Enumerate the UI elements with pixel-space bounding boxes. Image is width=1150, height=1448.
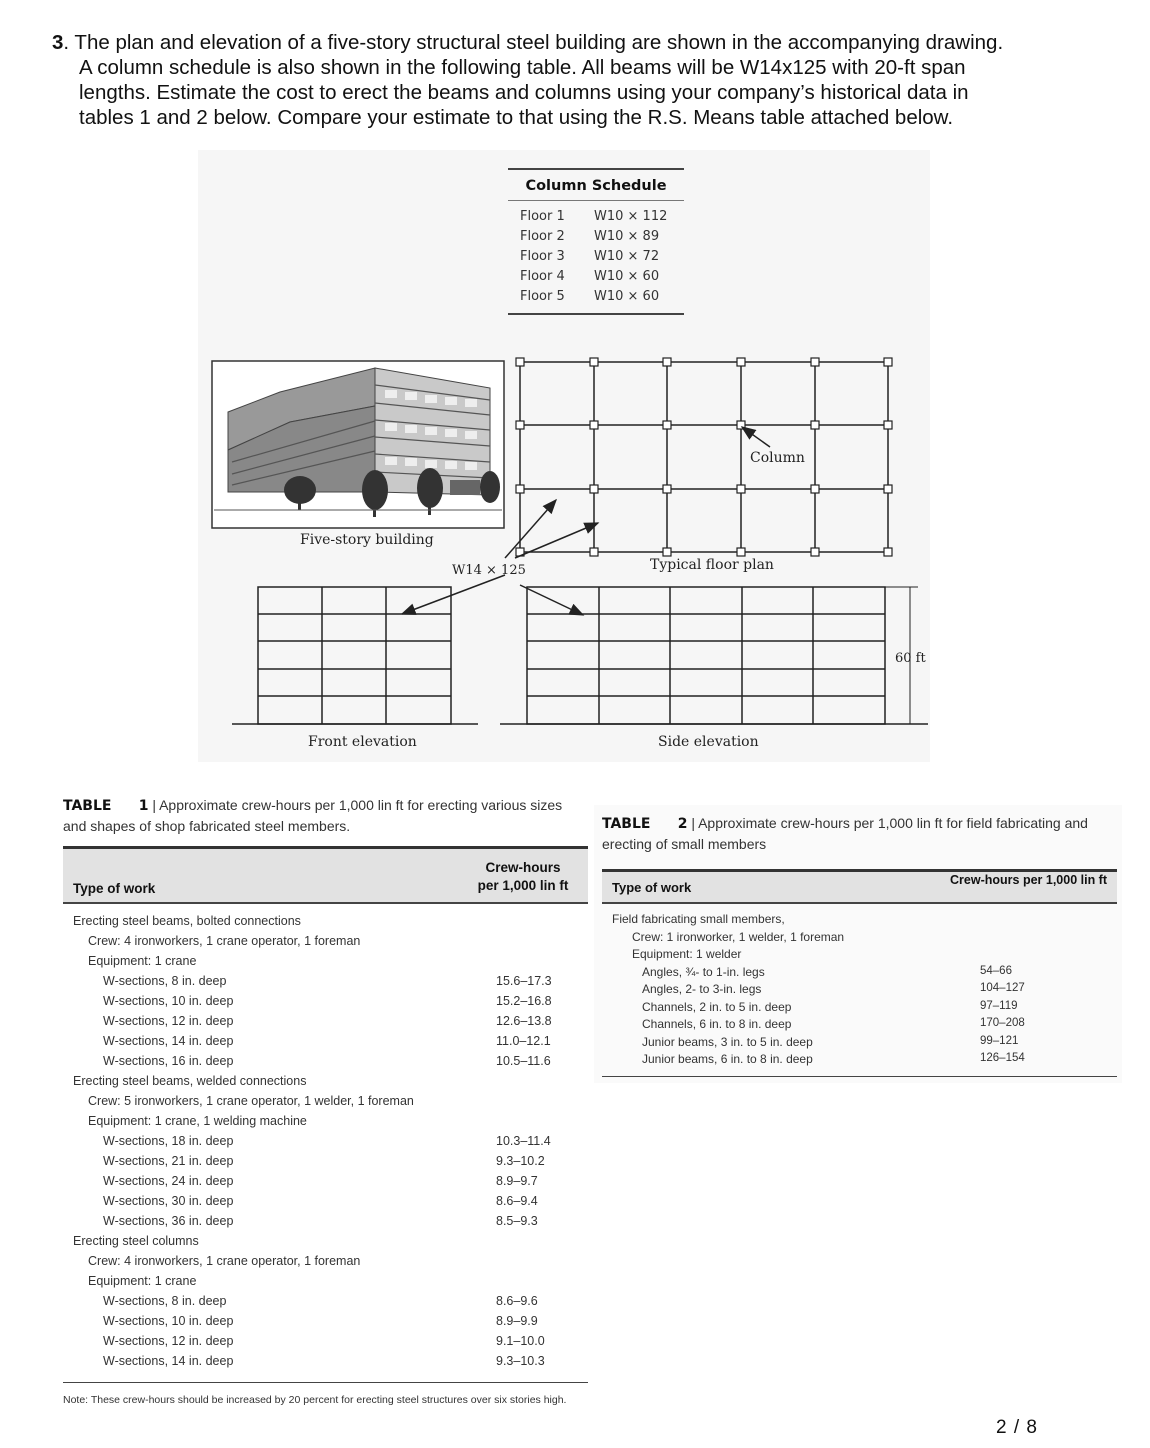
row-value: 10.3–11.4 <box>496 1134 551 1148</box>
table-row <box>63 1274 588 1294</box>
table-row <box>602 965 1117 983</box>
row-value: 8.5–9.3 <box>496 1214 538 1228</box>
problem-line-2: A column schedule is also shown in the following table. All beams will be W14x125 with 20-ft span <box>79 56 966 79</box>
table-row <box>63 1154 588 1174</box>
row-label: W-sections, 8 in. deep <box>103 1294 227 1308</box>
table-row <box>63 1034 588 1054</box>
table-row <box>602 1052 1117 1070</box>
table-row <box>63 994 588 1014</box>
row-label: Equipment: 1 welder <box>632 947 742 961</box>
table-row <box>602 912 1117 930</box>
table-row <box>602 930 1117 948</box>
row-label: W-sections, 21 in. deep <box>103 1154 234 1168</box>
row-label: Angles, 2- to 3-in. legs <box>642 982 762 996</box>
row-label: Field fabricating small members, <box>612 912 785 926</box>
problem-number: 3 <box>52 31 64 54</box>
row-label: Equipment: 1 crane, 1 welding machine <box>88 1114 307 1128</box>
column-label: Column <box>750 450 805 466</box>
row-value: 104–127 <box>980 982 1025 994</box>
problem-line-4: tables 1 and 2 below. Compare your estimate to that using the R.S. Means table attached below. <box>79 106 954 129</box>
row-label: Channels, 2 in. to 5 in. deep <box>642 999 792 1014</box>
table-row <box>63 954 588 974</box>
table-row <box>602 1000 1117 1018</box>
row-value: 8.6–9.4 <box>496 1194 538 1208</box>
row-label: W-sections, 36 in. deep <box>103 1214 234 1228</box>
schedule-row: Floor 5 W10 × 60 <box>520 289 660 304</box>
height-label: 60 ft <box>895 651 926 666</box>
table2-caption: TABLE 2 | Approximate crew-hours per 1,000 lin ft for field fabricating and erecting of small members <box>602 815 1088 852</box>
table2 <box>602 869 1117 1077</box>
table1-caption: TABLE 1 | Approximate crew-hours per 1,000 lin ft for erecting various sizes and shapes of shop fabricated steel members. <box>63 797 563 834</box>
table1 <box>63 846 588 1408</box>
row-label: W-sections, 10 in. deep <box>103 1314 234 1328</box>
row-value: 15.6–17.3 <box>496 974 552 988</box>
table-row <box>63 1234 588 1254</box>
row-label: Crew: 5 ironworkers, 1 crane operator, 1 welder, 1 foreman <box>88 1094 414 1108</box>
table-row <box>63 1194 588 1214</box>
row-label: Channels, 6 in. to 8 in. deep <box>642 1017 792 1031</box>
schedule-row: Floor 2 W10 × 89 <box>520 229 660 244</box>
table-row <box>63 1014 588 1034</box>
row-label: Crew: 4 ironworkers, 1 crane operator, 1 foreman <box>88 934 361 948</box>
side-elevation <box>500 587 928 724</box>
schedule-row: Floor 1 W10 × 112 <box>520 209 668 224</box>
schedule-row: Floor 4 W10 × 60 <box>520 269 660 284</box>
front-elevation <box>232 587 478 724</box>
table-row <box>63 1294 588 1314</box>
row-value: 9.1–10.0 <box>496 1334 545 1348</box>
table1-body <box>63 914 588 1374</box>
row-label: Equipment: 1 crane <box>88 1274 197 1288</box>
front-elevation-label: Front elevation <box>308 734 417 750</box>
table-row <box>63 1074 588 1094</box>
beam-label: W14 × 125 <box>452 563 526 578</box>
row-label: W-sections, 24 in. deep <box>103 1174 234 1188</box>
table-row <box>602 982 1117 1000</box>
table-row <box>602 1035 1117 1053</box>
row-value: 170–208 <box>980 1017 1025 1029</box>
schedule-row: Floor 3 W10 × 72 <box>520 249 660 264</box>
table-row <box>63 1254 588 1274</box>
floor-plan <box>520 362 888 552</box>
table2-body <box>602 912 1117 1070</box>
row-label: W-sections, 12 in. deep <box>103 1334 234 1348</box>
row-label: W-sections, 14 in. deep <box>103 1354 234 1368</box>
table-row <box>63 1114 588 1134</box>
row-label: Crew: 1 ironworker, 1 welder, 1 foreman <box>632 929 845 944</box>
table-row <box>63 974 588 994</box>
column-schedule-title: Column Schedule <box>508 168 684 201</box>
building-label: Five-story building <box>300 532 434 548</box>
row-label: Crew: 4 ironworkers, 1 crane operator, 1 foreman <box>88 1254 361 1268</box>
table-row <box>63 1134 588 1154</box>
row-label: W-sections, 30 in. deep <box>103 1194 234 1208</box>
table1-note: Note: These crew-hours should be increased by 20 percent for erecting steel structures over six stories high. <box>63 1382 588 1408</box>
table-row <box>602 947 1117 965</box>
row-label: Erecting steel beams, welded connections <box>73 1074 307 1088</box>
row-value: 97–119 <box>980 999 1018 1012</box>
row-value: 99–121 <box>980 1034 1019 1047</box>
row-value: 11.0–12.1 <box>496 1034 551 1048</box>
row-label: W-sections, 16 in. deep <box>103 1054 234 1068</box>
row-label: Angles, ¾- to 1-in. legs <box>642 964 765 979</box>
problem-line-1: . The plan and elevation of a five-story structural steel building are shown in the accompanying drawing. <box>63 31 1004 54</box>
row-label: Equipment: 1 crane <box>88 954 197 968</box>
row-value: 126–154 <box>980 1052 1025 1064</box>
row-label: Junior beams, 3 in. to 5 in. deep <box>642 1034 813 1049</box>
row-value: 8.9–9.7 <box>496 1174 538 1188</box>
side-elevation-label: Side elevation <box>658 734 759 750</box>
row-value: 9.3–10.3 <box>496 1354 545 1368</box>
plan-label: Typical floor plan <box>650 557 774 573</box>
row-value: 8.9–9.9 <box>496 1314 538 1328</box>
row-value: 12.6–13.8 <box>496 1014 552 1028</box>
table-row <box>63 1094 588 1114</box>
problem-line-3: lengths. Estimate the cost to erect the beams and columns using your company’s historical data in <box>79 81 969 104</box>
table-row <box>602 1017 1117 1035</box>
row-label: W-sections, 14 in. deep <box>103 1034 234 1048</box>
table-row <box>63 1054 588 1074</box>
table-row <box>63 914 588 934</box>
row-label: Junior beams, 6 in. to 8 in. deep <box>642 1052 813 1066</box>
row-label: Erecting steel columns <box>73 1234 199 1248</box>
table-row <box>63 1334 588 1354</box>
row-label: W-sections, 8 in. deep <box>103 974 227 988</box>
row-value: 9.3–10.2 <box>496 1154 545 1168</box>
table-row <box>63 1314 588 1334</box>
table2-header: Type of work Crew-hours per 1,000 lin ft <box>602 869 1117 904</box>
table2-panel <box>594 805 1122 1083</box>
building-sketch <box>212 361 504 548</box>
column-markers <box>516 358 892 556</box>
row-label: W-sections, 10 in. deep <box>103 994 234 1008</box>
row-label: Erecting steel beams, bolted connections <box>73 914 301 928</box>
row-value: 10.5–11.6 <box>496 1054 551 1068</box>
table-row <box>63 1214 588 1234</box>
row-value: 54–66 <box>980 964 1012 977</box>
row-label: W-sections, 18 in. deep <box>103 1134 234 1148</box>
table-row <box>63 934 588 954</box>
table-row <box>63 1354 588 1374</box>
row-label: W-sections, 12 in. deep <box>103 1014 234 1028</box>
table-row <box>63 1174 588 1194</box>
page-number: 2 / 8 <box>996 1417 1038 1438</box>
row-value: 15.2–16.8 <box>496 994 552 1008</box>
row-value: 8.6–9.6 <box>496 1294 538 1308</box>
table1-header: Type of work Crew-hours per 1,000 lin ft <box>63 846 588 904</box>
